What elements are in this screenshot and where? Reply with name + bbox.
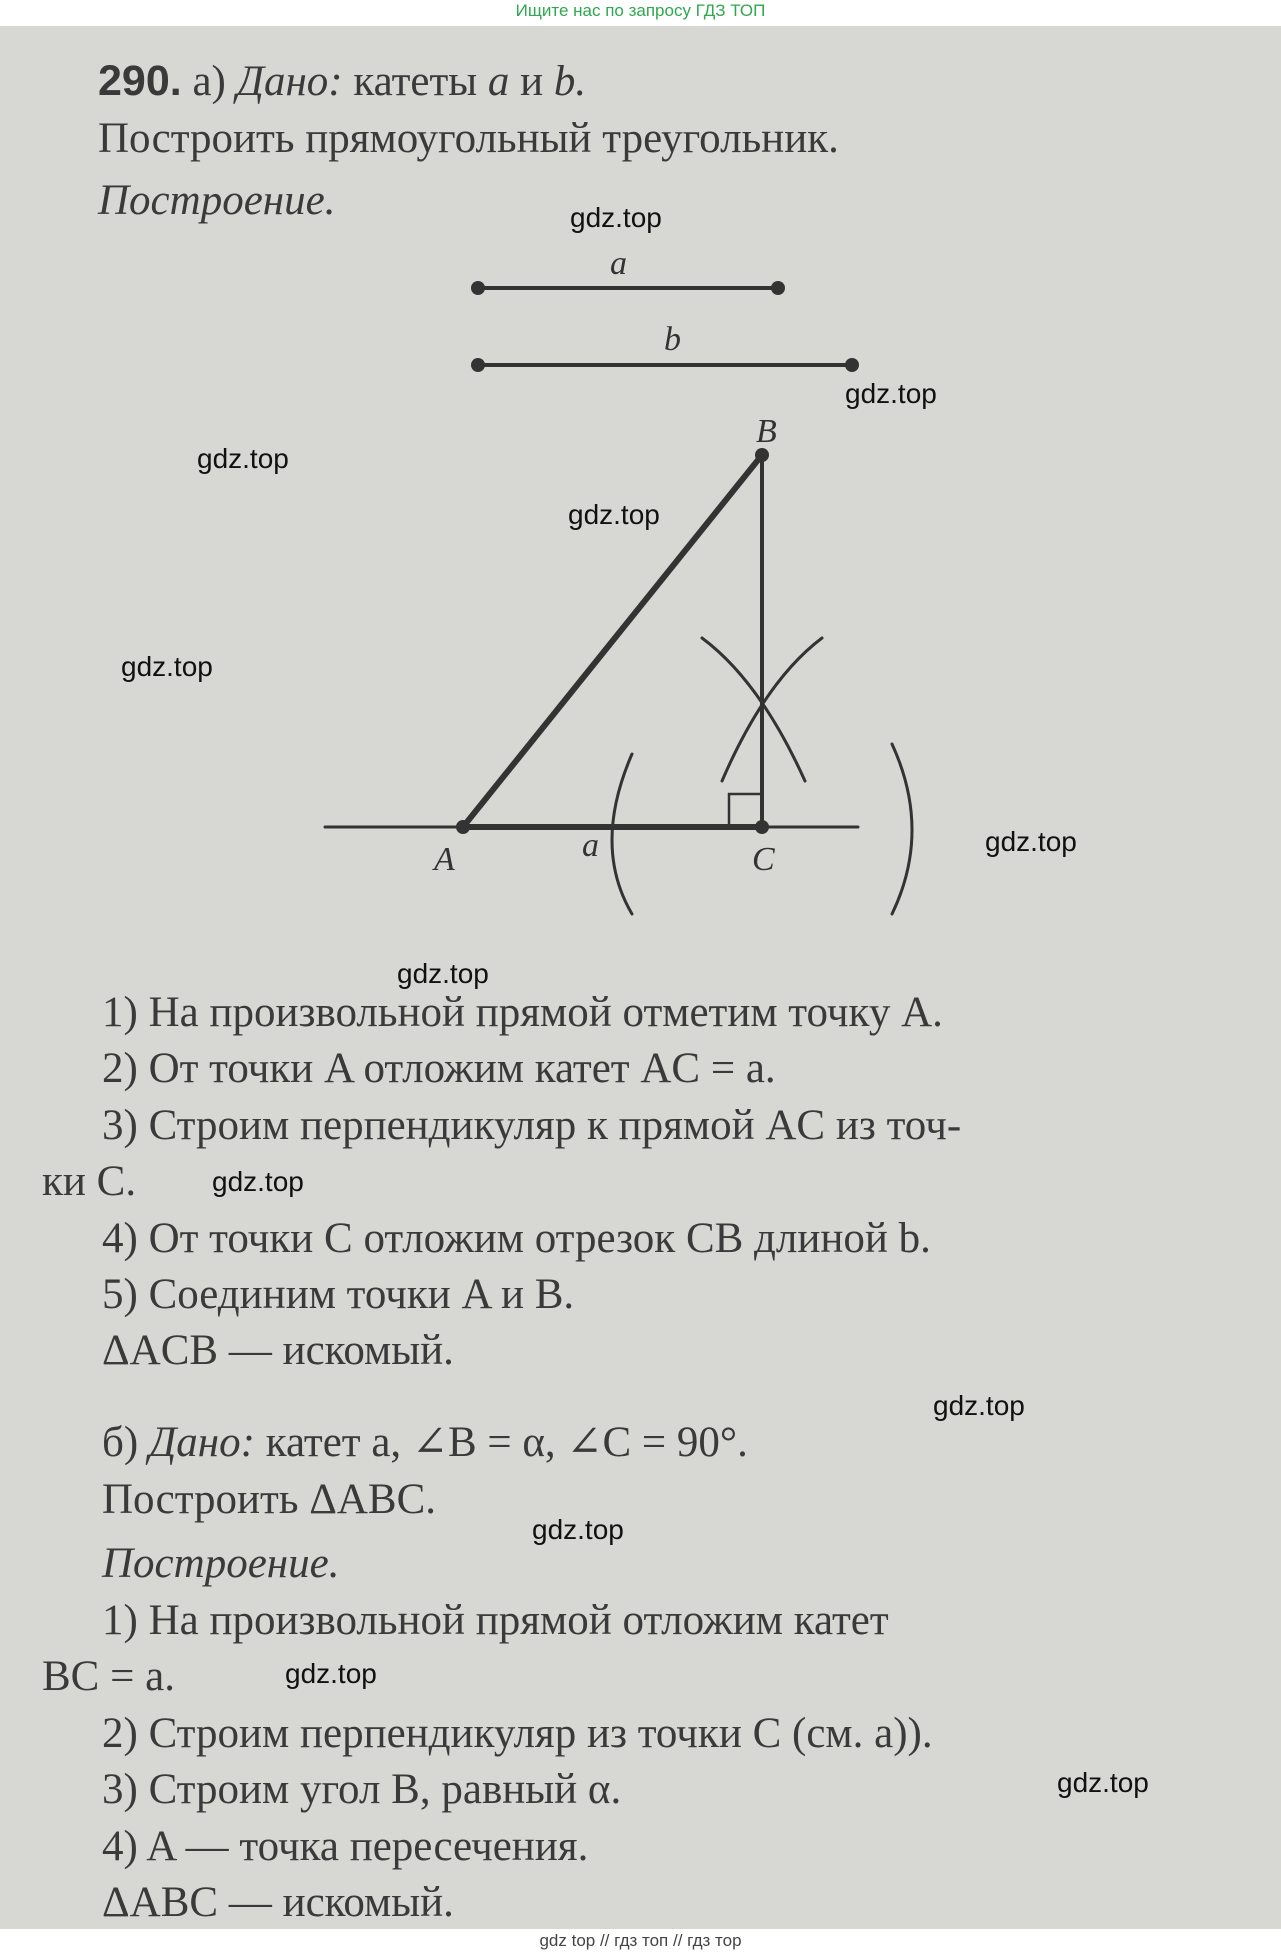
given-b-word: Дано:: [148, 1419, 255, 1466]
footer-text: gdz top // гдз топ // гдз тор: [539, 1931, 742, 1950]
point-b-end: [845, 358, 859, 372]
watermark: gdz.top: [532, 1514, 624, 1545]
step-b-2: 2) Строим перпендикуляр из точки C (см. а)).: [102, 1710, 933, 1757]
step-a-3: 3) Строим перпендикуляр к прямой AC из точ-: [102, 1102, 962, 1149]
given-and: и: [520, 58, 544, 105]
given-a: a: [487, 58, 510, 105]
watermark: gdz.top: [1057, 1767, 1149, 1798]
watermark: gdz.top: [397, 958, 489, 989]
given-b-prefix: б): [102, 1419, 139, 1466]
watermark: gdz.top: [985, 826, 1077, 857]
step-b-3: 3) Строим угол B, равный α.: [102, 1766, 622, 1813]
watermark: gdz.top: [933, 1390, 1025, 1421]
given-b: b.: [553, 58, 587, 105]
given-prefix: а): [192, 58, 226, 105]
label-segment-a: a: [610, 245, 627, 282]
problem-number: 290.: [98, 57, 182, 105]
step-a-1: 1) На произвольной прямой отметим точку A.: [102, 989, 943, 1036]
step-b-4: 4) A — точка пересечения.: [102, 1823, 589, 1870]
label-B: B: [756, 413, 777, 450]
result-a: ΔACB — искомый.: [102, 1327, 454, 1374]
step-a-5: 5) Соединим точки A и B.: [102, 1271, 575, 1318]
task-b: Построить ΔABC.: [102, 1476, 437, 1523]
step-b-1-cont: BC = a.: [42, 1653, 175, 1700]
given-b-text: катет a, ∠B = α, ∠C = 90°.: [265, 1419, 748, 1466]
watermark: gdz.top: [568, 499, 660, 530]
step-a-2: 2) От точки A отложим катет AC = a.: [102, 1045, 776, 1092]
right-angle-mark: [729, 794, 762, 827]
step-b-1: 1) На произвольной прямой отложим катет: [102, 1597, 889, 1644]
watermark: gdz.top: [845, 378, 937, 409]
watermark: gdz.top: [212, 1166, 304, 1197]
label-C: C: [752, 841, 775, 878]
arc-upper-left: [702, 638, 805, 781]
construction-title-b: Построение.: [102, 1540, 340, 1587]
result-b: ΔABC — искомый.: [102, 1879, 454, 1926]
point-a-end: [771, 281, 785, 295]
label-segment-b: b: [664, 321, 681, 358]
step-a-3-cont: ки C.: [42, 1158, 137, 1205]
task-a: Построить прямоугольный треугольник.: [98, 115, 839, 162]
watermark: gdz.top: [570, 202, 662, 233]
vertex-B: [755, 448, 769, 462]
given-word: Дано:: [236, 58, 343, 105]
point-a-start: [471, 281, 485, 295]
watermark: gdz.top: [197, 443, 289, 474]
construction-title-a: Построение.: [98, 177, 336, 224]
vertex-C: [755, 820, 769, 834]
watermark: gdz.top: [121, 651, 213, 682]
label-A: A: [434, 841, 455, 878]
arc-left: [612, 754, 632, 914]
label-base-a: a: [582, 827, 599, 864]
watermark: gdz.top: [285, 1658, 377, 1689]
textbook-page-scan: [0, 26, 1281, 1929]
arc-upper-right: [722, 638, 822, 781]
given-text: катеты: [353, 58, 478, 105]
arc-right: [892, 744, 912, 914]
promo-banner[interactable]: Ищите нас по запросу ГДЗ ТОП: [515, 1, 766, 20]
vertex-A: [456, 820, 470, 834]
step-a-4: 4) От точки C отложим отрезок CB длиной b.: [102, 1215, 931, 1262]
given-b-line: [102, 1418, 748, 1468]
point-b-start: [471, 358, 485, 372]
